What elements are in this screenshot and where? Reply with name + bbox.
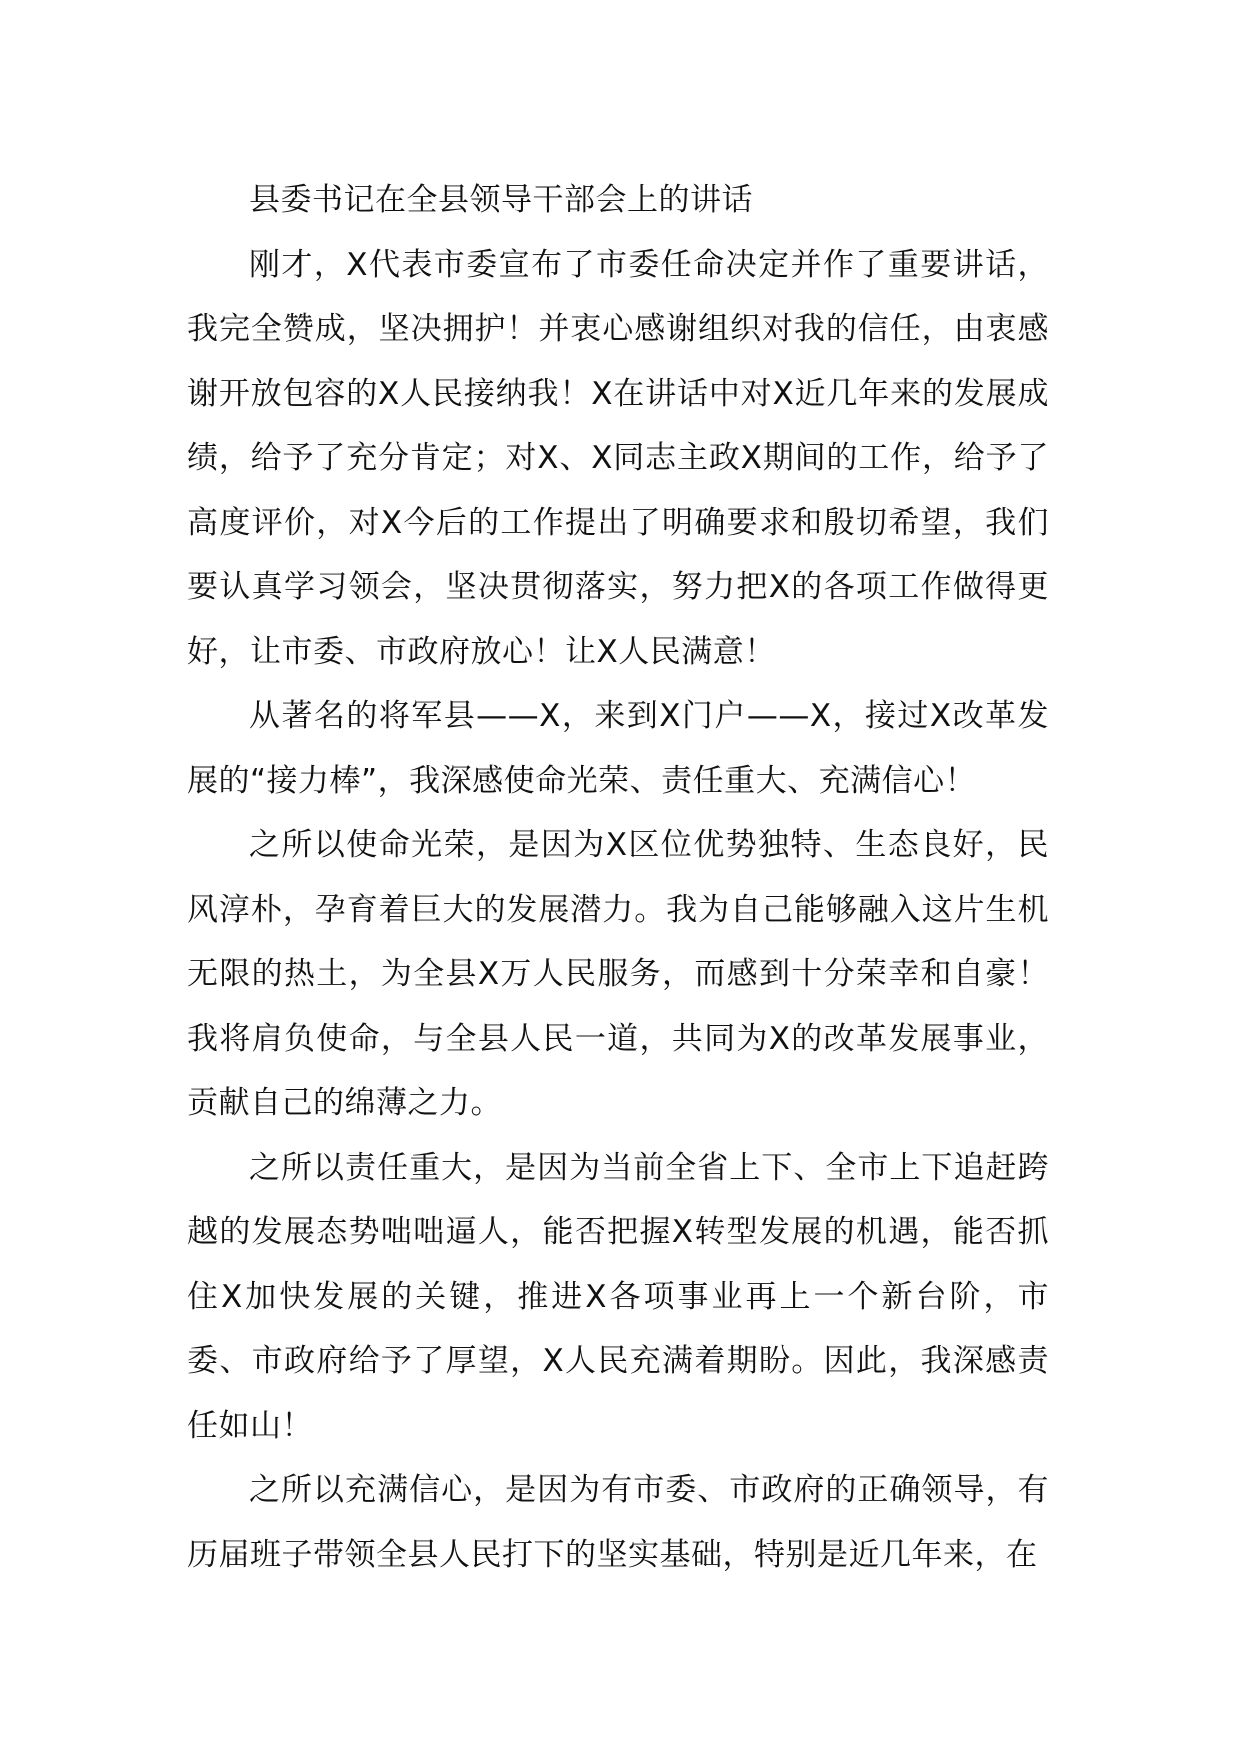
document-title: 县委书记在全县领导干部会上的讲话	[249, 182, 753, 218]
paragraph: 之所以使命光荣，是因为X区位优势独特、生态良好，民风淳朴，孕育着巨大的发展潜力。我为自己能够融入这片生机无限的热土，为全县X万人民服务，而感到十分荣幸和自豪！我将肩负使命，与全县人民一道，共同为X的改革发展事业，贡献自己的绵薄之力。	[187, 827, 1049, 1121]
document-body	[187, 168, 1049, 1587]
paragraph: 之所以充满信心，是因为有市委、市政府的正确领导，有历届班子带领全县人民打下的坚实基础，特别是近几年来，在	[187, 1472, 1049, 1573]
paragraph: 之所以责任重大，是因为当前全省上下、全市上下追赶跨越的发展态势咄咄逼人，能否把握X转型发展的机遇，能否抓住X加快发展的关键，推进X各项事业再上一个新台阶，市委、市政府给予了厚望，X人民充满着期盼。因此，我深感责任如山！	[187, 1149, 1049, 1444]
paragraph: 从著名的将军县——X，来到X门户——X，接过X改革发展的“接力棒”，我深感使命光荣、责任重大、充满信心！	[187, 698, 1049, 799]
paragraph: 刚才，X代表市委宣布了市委任命决定并作了重要讲话，我完全赞成，坚决拥护！并衷心感谢组织对我的信任，由衷感谢开放包容的X人民接纳我！X在讲话中对X近几年来的发展成绩，给予了充分肯定；对X、X同志主政X期间的工作，给予了高度评价，对X今后的工作提出了明确要求和殷切希望，我们要认真学习领会，坚决贯彻落实，努力把X的各项工作做得更好，让市委、市政府放心！让X人民满意！	[187, 246, 1049, 670]
